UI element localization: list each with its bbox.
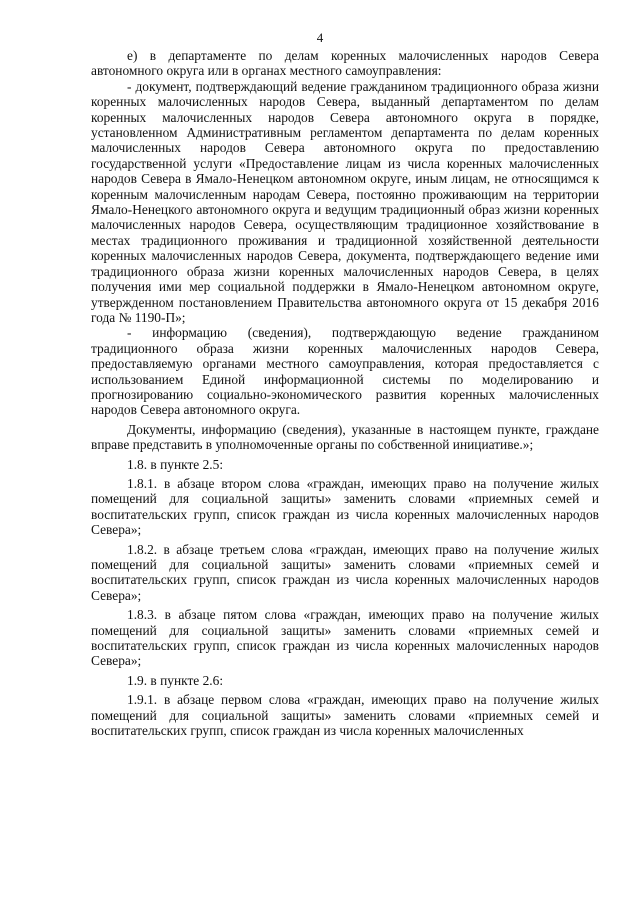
paragraph-1-9-1: 1.9.1. в абзаце первом слова «граждан, имеющих право на получение жилых помещений для социальной защиты» заменить словами «приемных семей и воспитательских групп, список граждан из числа коренных малочисленных xyxy=(91,692,599,739)
document-body xyxy=(91,48,599,738)
paragraph-1-9: 1.9. в пункте 2.6: xyxy=(127,672,224,688)
paragraph-1-8: 1.8. в пункте 2.5: xyxy=(127,456,224,472)
page-number: 4 xyxy=(316,30,324,45)
paragraph-document-confirmation: - документ, подтверждающий ведение гражданином традиционного образа жизни коренных малочисленных народов Севера, выданный департаментом по делам коренных малочисленных народов Севера автономного округа в порядке, установленном Административным регламентом департамента по делам коренных малочисленных народов Севера автономного округа по предоставлению государственной услуги «Предоставление лицам из числа коренных малочисленных народов Севера в Ямало-Ненецком автономном округе, иным лицам, не относящимся к коренным малочисленным народам Севера, постоянно проживающим на территории Ямало-Ненецкого автономного округа и ведущим традиционный образ жизни коренных малочисленных народов Севера, осуществляющим традиционное хозяйствование в местах традиционного проживания и традиционной хозяйственной деятельности коренных малочисленных народов Севера, документа, подтверждающего ведение ими традиционного образа жизни коренных малочисленных народов Севера, в целях получения ими мер социальной поддержки в Ямало-Ненецком автономном округе, утвержденном постановлением Правительства автономного округа от 15 декабря 2016 года № 1190-П»; xyxy=(91,78,599,325)
paragraph-1-8-2: 1.8.2. в абзаце третьем слова «граждан, имеющих право на получение жилых помещений для социальной защиты» заменить словами «приемных семей и воспитательских групп, список граждан из числа коренных малочисленных народов Севера»; xyxy=(91,541,599,603)
paragraph-1-8-3: 1.8.3. в абзаце пятом слова «граждан, имеющих право на получение жилых помещений для социальной защиты» заменить словами «приемных семей и воспитательских групп, список граждан из числа коренных малочисленных народов Севера»; xyxy=(91,607,599,669)
paragraph-information-confirmation: - информацию (сведения), подтверждающую ведение гражданином традиционного образа жизни коренных малочисленных народов Севера, предоставляемую органами местного самоуправления, которая предоставляется с использованием Единой информационной системы по моделированию и прогнозированию социально-экономического развития коренных малочисленных народов Севера автономного округа. xyxy=(91,325,599,418)
paragraph-own-initiative: Документы, информацию (сведения), указанные в настоящем пункте, граждане вправе представить в уполномоченные органы по собственной инициативе.»; xyxy=(91,421,599,453)
paragraph-item-e: е) в департаменте по делам коренных малочисленных народов Севера автономного округа или в органах местного самоуправления: xyxy=(91,48,599,79)
paragraph-1-8-1: 1.8.1. в абзаце втором слова «граждан, имеющих право на получение жилых помещений для социальной защиты» заменить словами «приемных семей и воспитательских групп, список граждан из числа коренных малочисленных народов Севера»; xyxy=(91,475,599,538)
